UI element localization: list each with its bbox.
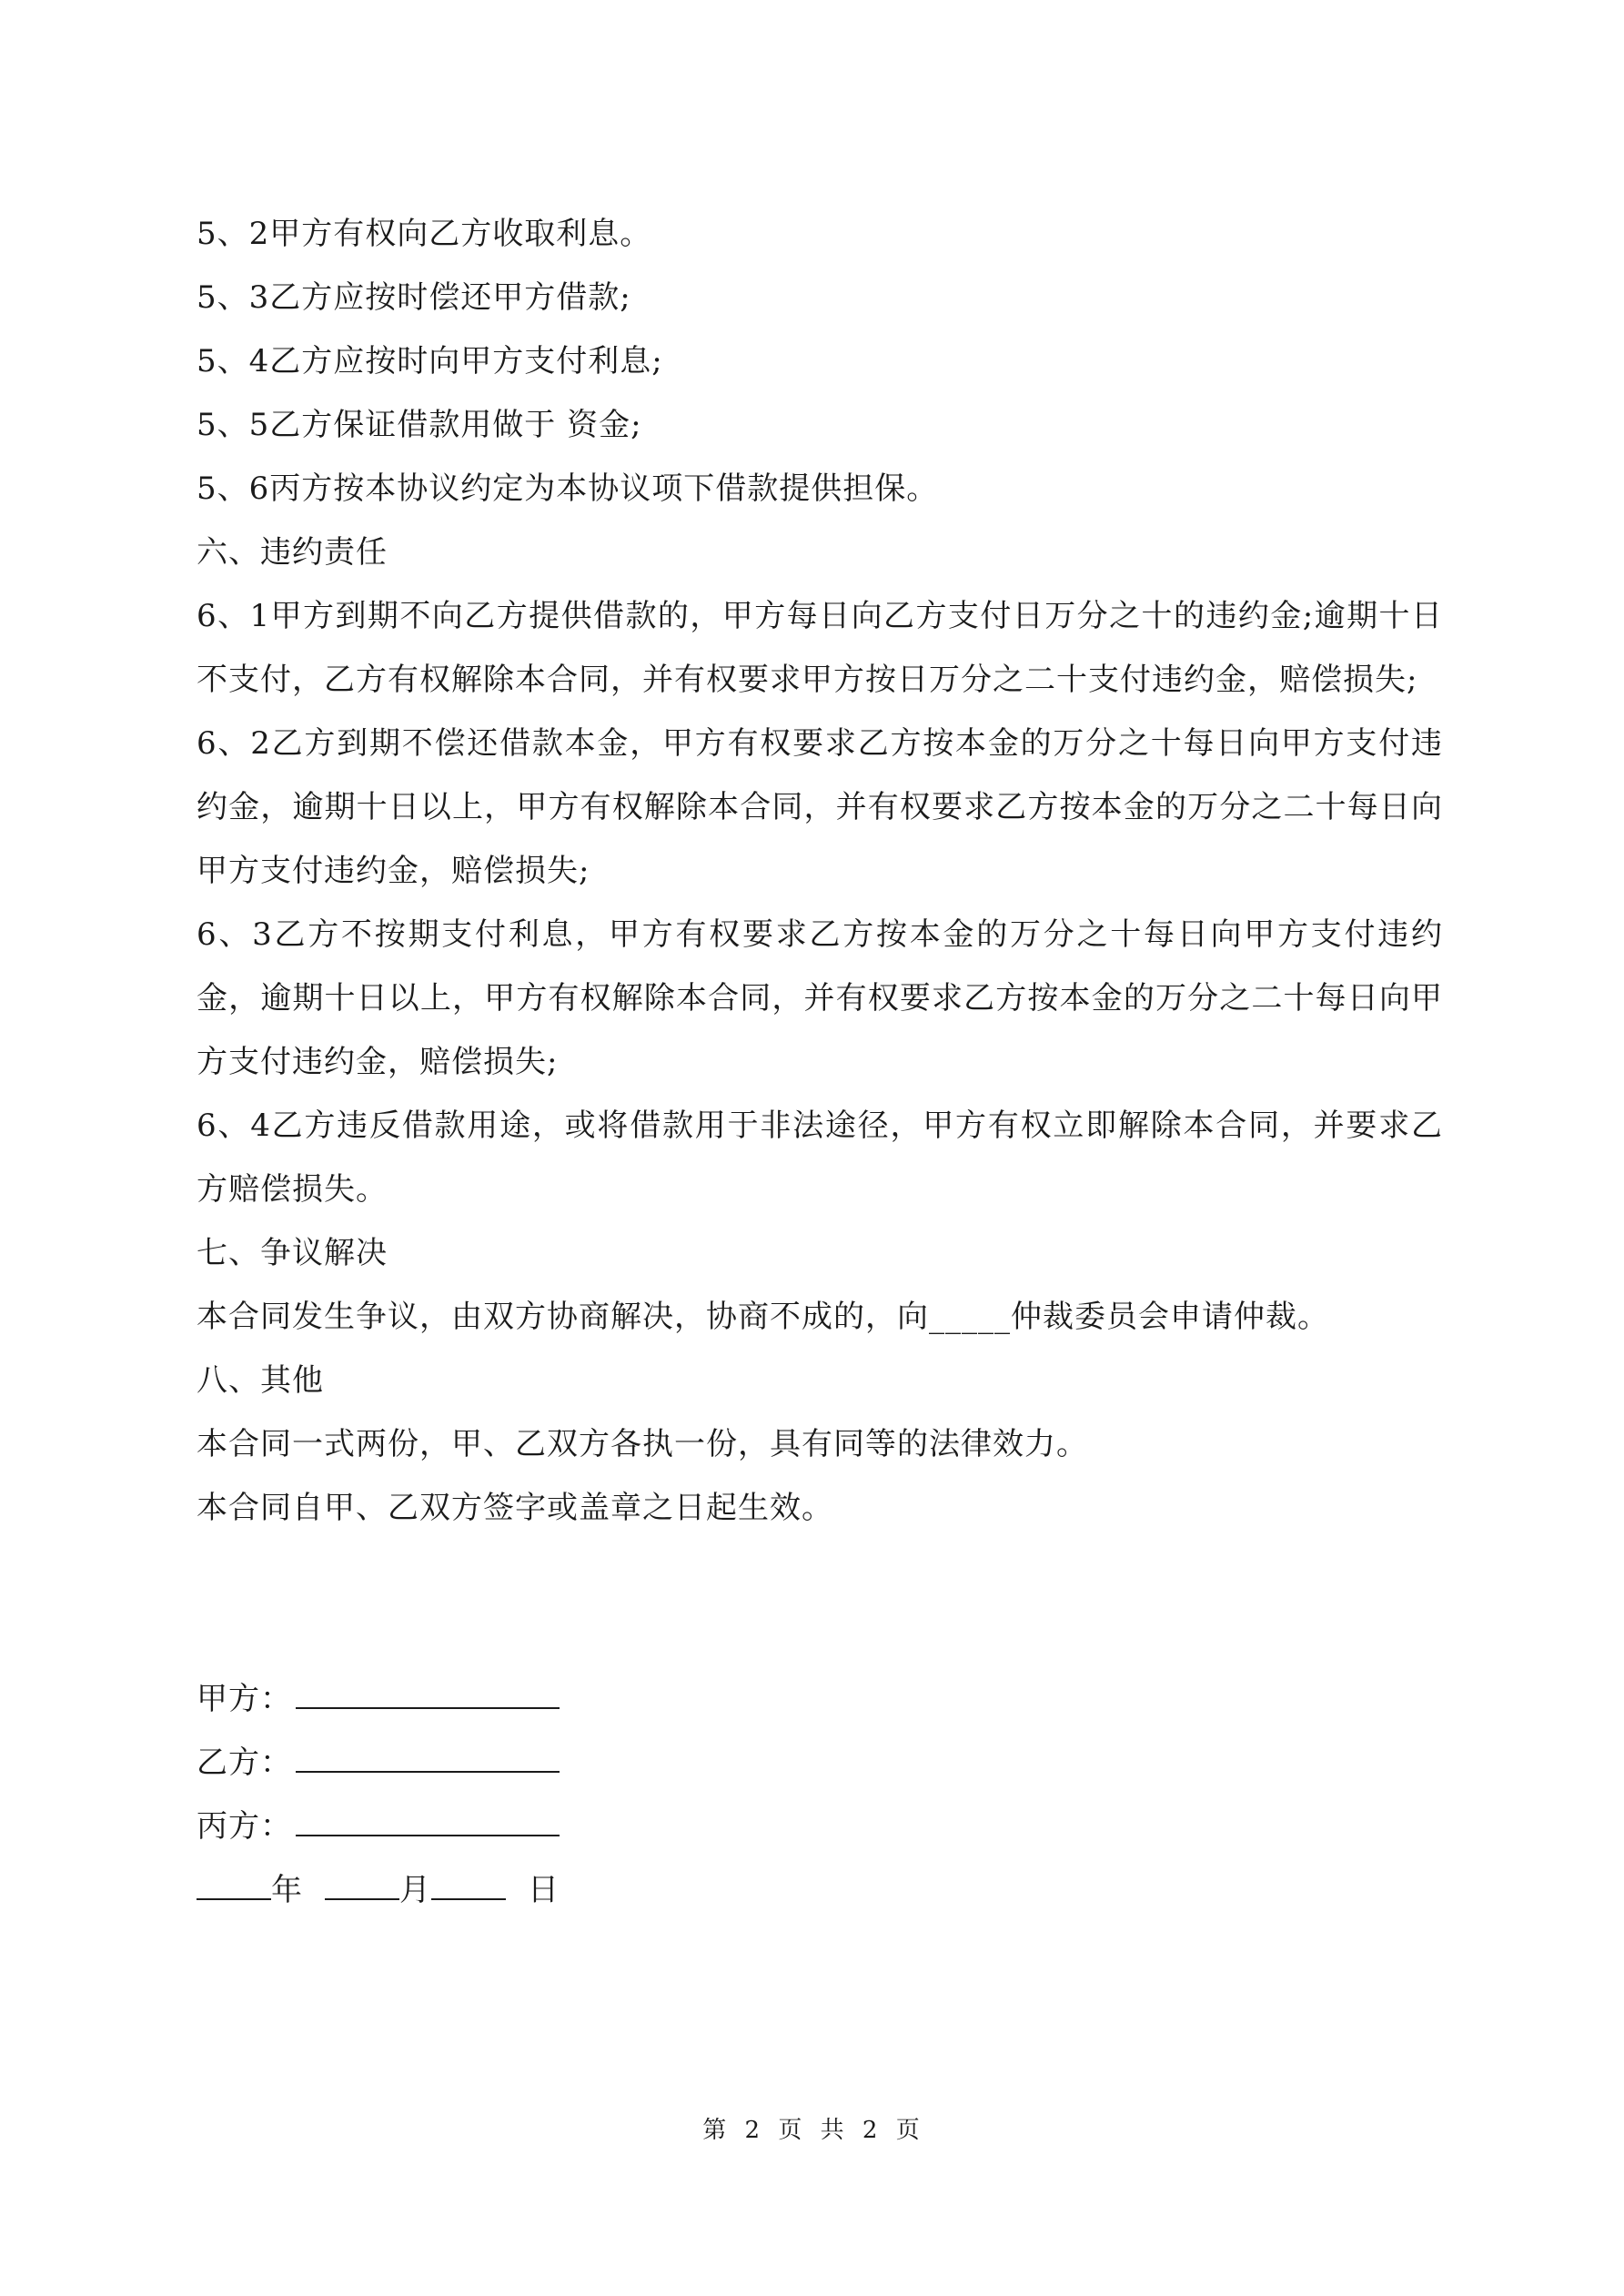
day-label: 日 [528, 1872, 560, 1908]
party-c-signature-line [296, 1804, 560, 1836]
clause-5-6: 5、6丙方按本协议约定为本协议项下借款提供担保。 [197, 470, 939, 507]
party-c-label: 丙方： [197, 1808, 292, 1845]
dispute-clause: 本合同发生争议，由双方协商解决，协商不成的，向_____仲裁委员会申请仲裁。 [197, 1299, 1329, 1335]
clause-6-4: 6、4乙方违反借款用途，或将借款用于非法途径，甲方有权立即解除本合同，并要求乙方赔偿损失。 [197, 1108, 1443, 1208]
clause-5-5: 5、5乙方保证借款用做于 资金; [197, 407, 642, 443]
year-blank [197, 1869, 271, 1900]
page-number-footer: 第 2 页 共 2 页 [702, 2117, 922, 2144]
section-heading-other: 八、其他 [197, 1362, 324, 1399]
signature-party-a [197, 1667, 1443, 1731]
party-b-label: 乙方： [197, 1745, 292, 1781]
section-heading-breach: 六、违约责任 [197, 534, 388, 571]
day-blank [431, 1869, 506, 1900]
party-a-signature-line [296, 1676, 560, 1709]
clause-5-2: 5、2甲方有权向乙方收取利息。 [197, 216, 652, 252]
month-blank [325, 1869, 399, 1900]
effective-clause: 本合同自甲、乙双方签字或盖章之日起生效。 [197, 1490, 833, 1526]
copies-clause: 本合同一式两份，甲、乙双方各执一份，具有同等的法律效力。 [197, 1426, 1088, 1462]
year-label: 年 [271, 1872, 303, 1908]
clause-6-2: 6、2乙方到期不偿还借款本金，甲方有权要求乙方按本金的万分之十每日向甲方支付违约金，逾期十日以上，甲方有权解除本合同，并有权要求乙方按本金的万分之二十每日向甲方支付违约金，赔偿损失; [197, 725, 1443, 889]
clause-6-1: 6、1甲方到期不向乙方提供借款的，甲方每日向乙方支付日万分之十的违约金;逾期十日不支付，乙方有权解除本合同，并有权要求甲方按日万分之二十支付违约金，赔偿损失; [197, 598, 1443, 698]
section-heading-dispute: 七、争议解决 [197, 1235, 388, 1271]
clause-6-3: 6、3乙方不按期支付利息，甲方有权要求乙方按本金的万分之十每日向甲方支付违约金，逾期十日以上，甲方有权解除本合同，并有权要求乙方按本金的万分之二十每日向甲方支付违约金，赔偿损失; [197, 916, 1443, 1080]
month-label: 月 [399, 1872, 431, 1908]
contract-body [197, 202, 1443, 1922]
spacer [197, 1540, 1443, 1667]
clause-5-3: 5、3乙方应按时偿还甲方借款; [197, 279, 631, 316]
party-a-label: 甲方： [197, 1681, 292, 1717]
signing-date [197, 1858, 1443, 1922]
clause-5-4: 5、4乙方应按时向甲方支付利息; [197, 343, 663, 379]
signature-party-c [197, 1795, 1443, 1858]
party-b-signature-line [296, 1740, 560, 1773]
signature-party-b [197, 1731, 1443, 1795]
